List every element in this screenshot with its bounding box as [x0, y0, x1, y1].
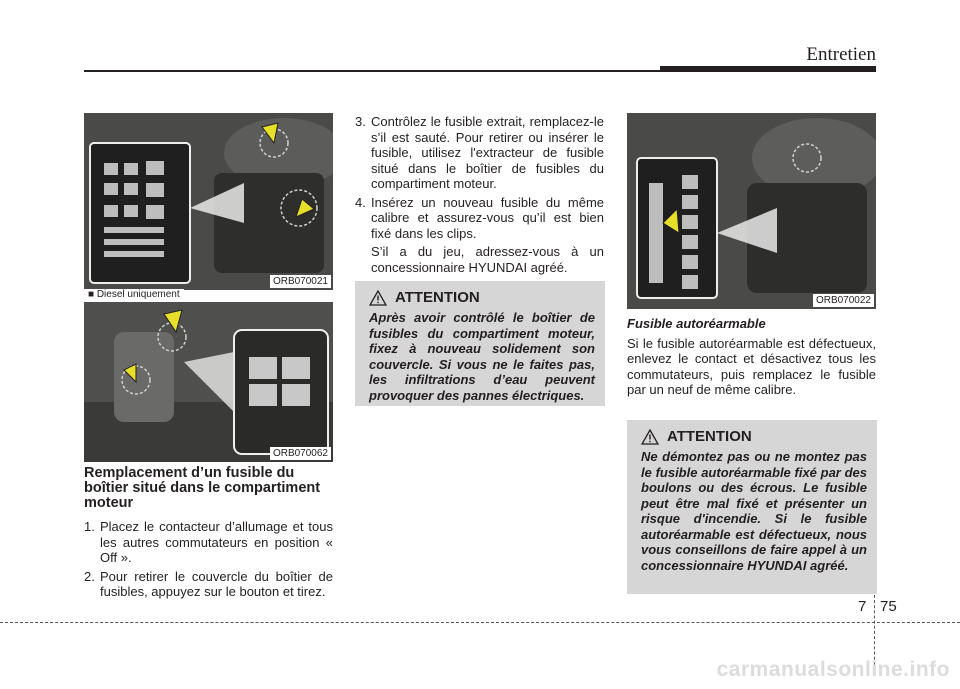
resettable-fuse-text: Si le fusible autoréarmable est défectueux, enlevez le contact et désactivez tous les commutateurs, puis remplacez le fusible par un neuf de même calibre.: [627, 335, 876, 397]
attention-header: [641, 428, 867, 445]
watermark: carmanualsonline.info: [716, 658, 950, 681]
step-number: 2.: [84, 568, 95, 584]
attention-box-cover: [355, 281, 605, 406]
attention-text: Après avoir contrôlé le boîtier de fusibles du compartiment moteur, fixez à nouveau solidement son couvercle. Si vous ne le faites pas, les infiltrations d’eau peuvent provoquer des pannes électriques.: [369, 310, 595, 403]
step-number: 3.: [355, 114, 366, 129]
section-title: Remplacement d’un fusible du boîtier situé dans le compartiment moteur: [84, 465, 321, 511]
step-text: Contrôlez le fusible extrait, remplacez-le s’il est sauté. Pour retirer ou insérer le fusible, utilisez l'extracteur de fusible situé dans le boîtier de fusibles du compartiment moteur.: [371, 114, 604, 191]
fuse-box-photo-top: [84, 113, 333, 290]
step-number: 4.: [355, 194, 366, 210]
step-number: 1.: [84, 519, 95, 534]
steps-column-left: [84, 519, 333, 603]
steps-column-middle: [355, 114, 604, 278]
resettable-fuse-photo: [627, 113, 876, 309]
fuse-box-photo-diesel: [84, 302, 333, 462]
attention-title: ATTENTION: [667, 428, 752, 445]
attention-box-resettable: [627, 420, 877, 594]
diesel-only-label: ■ Diesel uniquement: [84, 289, 184, 300]
resettable-fuse-heading: Fusible autoréarmable: [627, 316, 766, 331]
warning-triangle-icon: [641, 429, 659, 445]
photo-code-top-right: ORB070022: [813, 294, 874, 307]
step-text: Insérez un nouveau fusible du même calibre et assurez-vous qu’il est bien fixé dans les clips.: [371, 194, 604, 241]
header-rule: [84, 70, 664, 72]
warning-triangle-icon: [369, 290, 387, 306]
step-4: [355, 195, 604, 242]
attention-text: Ne démontez pas ou ne montez pas le fusible autoréarmable fixé par des boulons ou des écrous. Le fusible peut être mal fixé et présenter un risque d'incendie. Si le fusible autoréarmable est défectueux, nous vous conseillons de faire appel à un concessionnaire HYUNDAI agréé.: [641, 449, 867, 573]
chapter-number: 7: [858, 598, 867, 615]
step-3: [355, 114, 604, 192]
page-number: 75: [880, 598, 897, 615]
step-text: Placez le contacteur d’allumage et tous les autres commutateurs en position « Off ».: [100, 519, 333, 565]
resettable-fuse-column: [627, 316, 876, 401]
attention-title: ATTENTION: [395, 289, 480, 306]
header-title: Entretien: [806, 44, 876, 65]
photo-code-top-left: ORB070021: [270, 275, 331, 288]
step-2: [84, 569, 333, 600]
photo-code-bottom-left: ORB070062: [270, 447, 331, 460]
step-text: Pour retirer le couvercle du boîtier de fusibles, appuyez sur le bouton et tirez.: [100, 568, 333, 599]
attention-header: [369, 289, 595, 306]
footer-rule: [0, 622, 960, 623]
step-1: [84, 519, 333, 566]
step-4-note: S’il a du jeu, adressez-vous à un concessionnaire HYUNDAI agréé.: [371, 244, 604, 275]
header-rule-thick: [660, 66, 876, 72]
